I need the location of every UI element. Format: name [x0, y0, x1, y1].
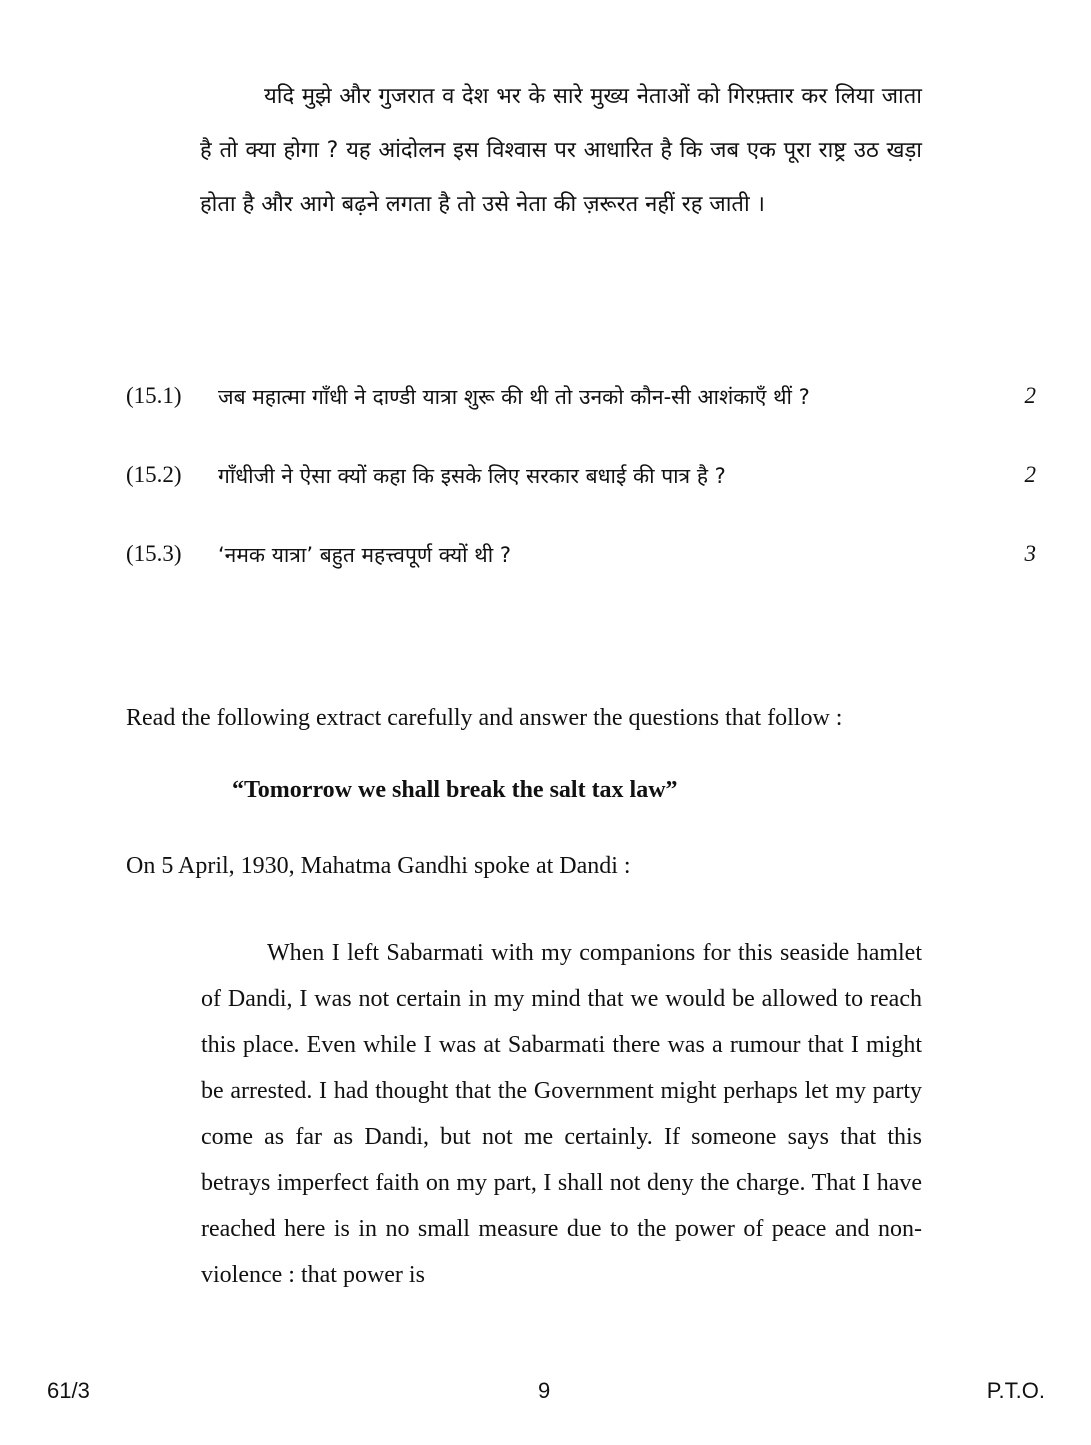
- question-number: (15.2): [126, 462, 182, 487]
- question-number: (15.3): [126, 541, 182, 566]
- page-number: 9: [538, 1378, 551, 1403]
- extract-intro: On 5 April, 1930, Mahatma Gandhi spoke at Dandi :: [126, 853, 631, 879]
- question-marks: 2: [1024, 383, 1036, 408]
- paper-code: 61/3: [47, 1378, 90, 1403]
- question-text: गाँधीजी ने ऐसा क्यों कहा कि इसके लिए सरकार बधाई की पात्र है ?: [218, 464, 726, 488]
- extract-passage: When I left Sabarmati with my companions for this seaside hamlet of Dandi, I was not certain in my mind that we would be allowed to reach this place. Even while I was at Sabarmati there was a rumour that I might be arrested. I had thought that the Government might perhaps let my party come as far as Dandi, but not me certainly. If someone says that this betrays imperfect faith on my part, I shall not deny the charge. That I have reached here is in no small measure due to the power of peace and non-violence : that power is: [201, 940, 922, 1288]
- question-15-1: [126, 383, 1036, 419]
- question-15-2: [126, 462, 1036, 498]
- pto-label: P.T.O.: [986, 1378, 1045, 1403]
- question-marks: 3: [1024, 541, 1036, 566]
- question-text: जब महात्मा गाँधी ने दाण्डी यात्रा शुरू की थी तो उनको कौन-सी आशंकाएँ थीं ?: [218, 385, 810, 409]
- hindi-passage: यदि मुझे और गुजरात व देश भर के सारे मुख्य नेताओं को गिरफ़्तार कर लिया जाता है तो क्या होगा ? यह आंदोलन इस विश्वास पर आधारित है कि जब एक पूरा राष्ट्र उठ खड़ा होता है और आगे बढ़ने लगता है तो उसे नेता की ज़रूरत नहीं रह जाती ।: [200, 84, 922, 217]
- instruction-text: Read the following extract carefully and answer the questions that follow :: [126, 705, 843, 731]
- extract-heading: “Tomorrow we shall break the salt tax law”: [232, 777, 678, 803]
- question-text: ‘नमक यात्रा’ बहुत महत्त्वपूर्ण क्यों थी ?: [218, 543, 511, 567]
- question-15-3: [126, 541, 1036, 577]
- question-marks: 2: [1024, 462, 1036, 487]
- question-number: (15.1): [126, 383, 182, 408]
